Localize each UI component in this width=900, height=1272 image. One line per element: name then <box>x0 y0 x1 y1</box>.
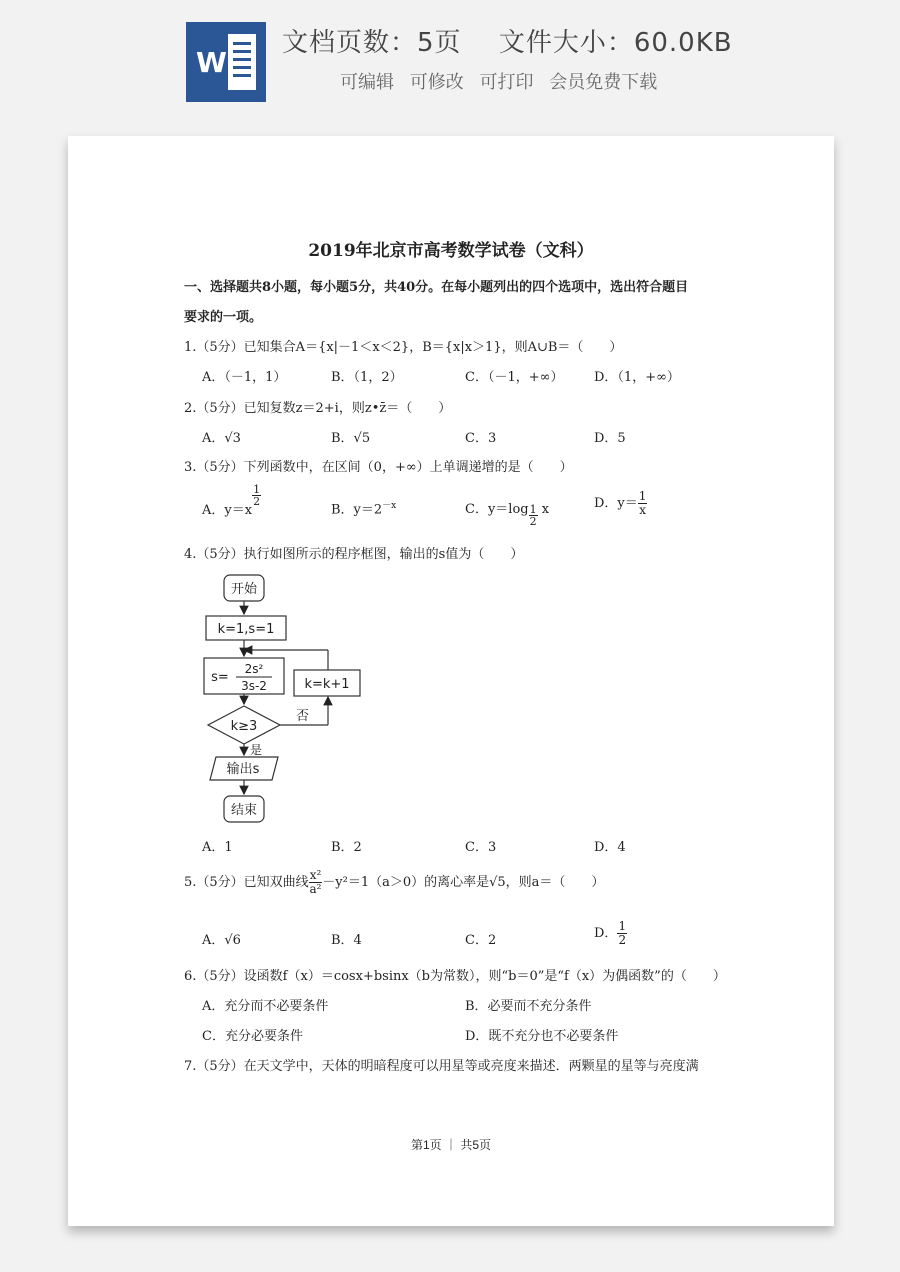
question-1-stem: 1.（5分）已知集合A＝{x|－1＜x＜2}，B＝{x|x＞1}，则A∪B＝（ ） <box>184 340 623 355</box>
question-6-option-c: C．充分必要条件 <box>202 1029 303 1044</box>
question-1-option-b: B．（1，2） <box>331 370 403 385</box>
question-6-option-b: B．必要而不充分条件 <box>465 999 592 1014</box>
word-icon-letter: W <box>196 46 227 79</box>
question-6-option-d: D．既不充分也不必要条件 <box>465 1029 619 1044</box>
question-2-option-a: A．√3 <box>202 431 241 446</box>
flow-s-denominator: 3s-2 <box>241 679 267 693</box>
section-heading-line2: 要求的一项。 <box>184 310 263 325</box>
question-5-option-a: A．√6 <box>202 933 241 948</box>
q5-d-fraction: $\frac{1}{2}$ <box>618 919 627 947</box>
file-size: 文件大小：60.0KB <box>498 28 733 58</box>
section-heading-line1: 一、选择题共8小题，每小题5分，共40分。在每小题列出的四个选项中，选出符合题目 <box>184 280 689 295</box>
exam-title: 2019年北京市高考数学试卷（文科） <box>308 241 594 261</box>
question-3-option-b <box>331 498 396 517</box>
question-2-option-c: C．3 <box>465 431 497 446</box>
question-2-option-b: B．√5 <box>331 431 371 446</box>
question-7-stem: 7.（5分）在天文学中，天体的明暗程度可以用星等或亮度来描述．两颗星的星等与亮度满 <box>184 1059 699 1074</box>
q5-d-text: D． <box>594 926 618 941</box>
question-5-option-d <box>594 920 627 947</box>
word-document-icon <box>186 22 266 102</box>
question-1-option-d: D．（1，+∞） <box>594 370 680 385</box>
q5-fraction: $\frac{\text{x²}}{\text{a²}}$ <box>309 868 322 896</box>
question-3-stem: 3.（5分）下列函数中，在区间（0，+∞）上单调递增的是（ ） <box>184 460 573 475</box>
q3-b-text: B．y＝2 <box>331 502 383 518</box>
question-4-option-c: C．3 <box>465 840 497 855</box>
file-info <box>282 22 733 59</box>
question-1-option-c: C．（－1，+∞） <box>465 370 564 385</box>
q3-d-fraction: $\frac{1}{x}$ <box>638 489 647 517</box>
question-5-option-b: B．4 <box>331 933 362 948</box>
flow-s-lhs: s= <box>211 670 229 685</box>
flow-end-label: 结束 <box>230 803 258 818</box>
flow-output-label: 输出s <box>226 762 260 777</box>
q3-c-base: $\frac{1}{2}$ <box>529 503 537 528</box>
q3-c-text: C．y＝log <box>465 502 529 517</box>
document-page <box>68 136 834 1226</box>
question-3-option-d <box>594 490 647 517</box>
feature-list <box>340 68 657 94</box>
question-5-option-c: C．2 <box>465 933 497 948</box>
question-6-option-a: A．充分而不必要条件 <box>202 999 329 1014</box>
q3-d-text: D．y＝ <box>594 496 638 511</box>
question-3-option-c <box>465 498 549 527</box>
word-icon-page <box>228 34 256 90</box>
question-6-stem: 6.（5分）设函数f（x）＝cosx+bsinx（b为常数），则“b＝0”是“f（x）为偶函数”的（ ） <box>184 969 726 984</box>
question-4-option-b: B．2 <box>331 840 362 855</box>
question-5-stem <box>184 869 604 896</box>
q5-suffix: －y²＝1（a＞0）的离心率是√5，则a＝（ ） <box>322 875 605 890</box>
flow-yes-label: 是 <box>250 743 263 757</box>
flow-s-numerator: 2s² <box>244 662 264 676</box>
program-flowchart <box>198 572 438 832</box>
q3-b-exponent: －x <box>382 501 397 511</box>
page-footer: 第1页 ｜ 共5页 <box>410 1138 492 1152</box>
feature-editable: 可编辑 <box>340 72 394 93</box>
q3-c-arg: x <box>541 502 550 517</box>
flow-no-label: 否 <box>296 709 310 724</box>
page-count: 文档页数：5页 <box>282 28 462 58</box>
question-2-option-d: D．5 <box>594 431 626 446</box>
feature-modifiable: 可修改 <box>409 72 464 93</box>
flow-init-label: k=1,s=1 <box>217 622 275 637</box>
download-header <box>0 0 900 120</box>
question-4-option-a: A．1 <box>202 840 233 855</box>
question-4-stem: 4.（5分）执行如图所示的程序框图，输出的s值为（ ） <box>184 547 524 562</box>
question-3-option-a <box>202 484 261 518</box>
feature-member-download: 会员免费下载 <box>549 72 658 93</box>
q3-a-text: A．y＝x <box>202 503 253 518</box>
question-1-option-a: A．（－1，1） <box>202 370 287 385</box>
flow-start-label: 开始 <box>230 582 258 597</box>
feature-printable: 可打印 <box>479 72 534 93</box>
flow-increment-label: k=k+1 <box>304 677 350 692</box>
flow-condition-label: k≥3 <box>230 719 258 734</box>
question-4-option-d: D．4 <box>594 840 626 855</box>
q3-a-exponent: $\frac{1}{2}$ <box>253 483 261 508</box>
q5-prefix: 5.（5分）已知双曲线 <box>184 875 309 890</box>
question-2-stem: 2.（5分）已知复数z＝2+i，则z•z̄＝（ ） <box>184 401 452 416</box>
